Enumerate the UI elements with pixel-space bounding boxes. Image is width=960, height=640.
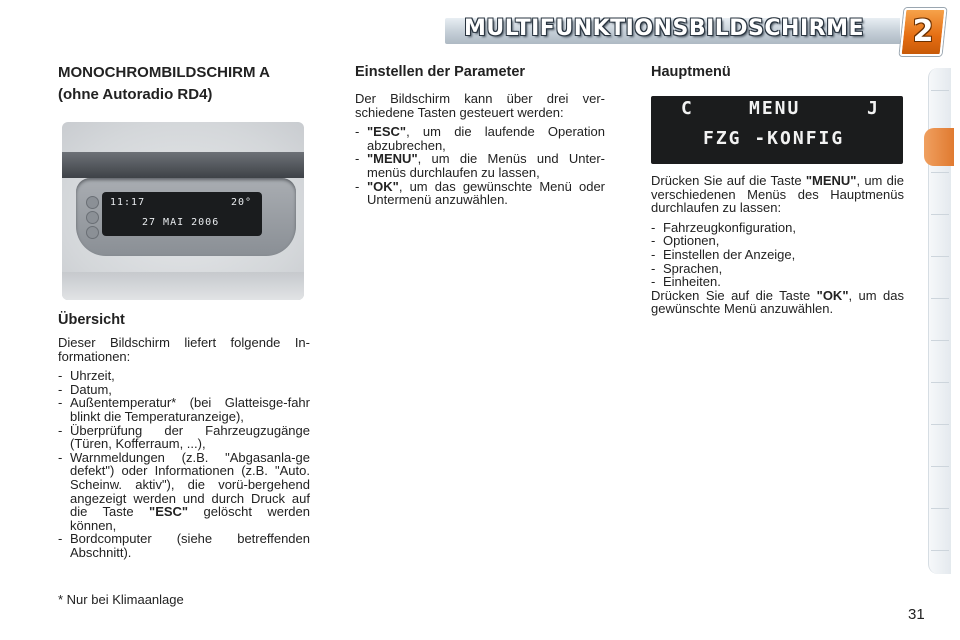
- column-monochrome-display: [58, 62, 310, 560]
- menu-key-label: "MENU": [805, 173, 857, 188]
- list-item: - Außentemperatur* (bei Glatteisge-fahr blinkt die Temperaturanzeige),: [58, 396, 310, 423]
- list-item: - "MENU", um die Menüs und Unter-menüs durchlaufen zu lassen,: [355, 152, 605, 179]
- active-chapter-tab: [924, 128, 954, 166]
- list-item: - Überprüfung der Fahrzeugzugänge (Türen, Kofferraum, ...),: [58, 424, 310, 451]
- list-item: - Uhrzeit,: [58, 369, 310, 383]
- chapter-number: 2: [912, 14, 934, 49]
- section-heading: Einstellen der Parameter: [355, 64, 526, 80]
- ok-key-label: "OK": [816, 287, 849, 303]
- esc-key-label: "ESC": [367, 124, 407, 140]
- footnote: * Nur bei Klimaanlage: [58, 592, 184, 607]
- column-parameter-settings: [355, 62, 605, 207]
- esc-key-label: "ESC": [149, 504, 189, 520]
- section-title: MONOCHROMBILDSCHIRM A: [58, 64, 270, 81]
- list-item: - Bordcomputer (siehe betreffenden Abschnitt).: [58, 532, 310, 559]
- overview-heading: Übersicht: [58, 312, 125, 328]
- key-list: [355, 125, 605, 207]
- list-item: - Einstellen der Anzeige,: [651, 248, 904, 262]
- section-heading: Hauptmenü: [651, 64, 731, 80]
- menu-display-screen: [651, 96, 903, 164]
- column-main-menu: [651, 62, 904, 316]
- lcd-time: 11:17: [110, 197, 146, 208]
- menu-key-label: "MENU": [367, 151, 418, 167]
- lcd-date: 27 MAI 2006: [142, 217, 220, 228]
- list-item: - "ESC", um die laufende Operation abzubrechen,: [355, 125, 605, 152]
- overview-intro: Dieser Bildschirm liefert folgende In-formationen:: [58, 335, 310, 364]
- overview-list: [58, 369, 310, 559]
- screen-right-bracket: J: [867, 98, 880, 119]
- list-item: - Optionen,: [651, 234, 904, 248]
- menu-instruction: Drücken Sie auf die Taste "MENU", um die verschiedenen Menüs des Hauptmenüs durchlaufen zu lassen:: [651, 173, 905, 216]
- screen-left-bracket: C: [681, 98, 694, 119]
- dashboard-display-photo: [62, 122, 304, 300]
- chapter-title: MULTIFUNKTIONSBILDSCHIRME: [463, 16, 864, 41]
- screen-submenu-label: FZG -KONFIG: [703, 128, 845, 149]
- page-number: 31: [908, 606, 925, 623]
- list-item: - Fahrzeugkonfiguration,: [651, 221, 904, 235]
- lcd-temperature: 20°: [230, 197, 252, 208]
- ok-instruction: Drücken Sie auf die Taste "OK", um das gewünschte Menü anzuwählen.: [651, 287, 904, 317]
- list-item: - Datum,: [58, 383, 310, 397]
- main-menu-list: [651, 221, 904, 289]
- lcd-screen: [102, 192, 262, 236]
- chapter-badge: [899, 8, 946, 56]
- page-header: [0, 0, 960, 56]
- list-item: - Warnmeldungen (z.B. "Abgasanla-ge defekt") oder Informationen (z.B. "Auto. Scheinw. aktiv"), die vorü-bergehend angezeigt werden und durch Druck auf die Taste "ESC" gelöscht werden können,: [58, 451, 310, 533]
- section-subtitle: (ohne Autoradio RD4): [58, 86, 213, 103]
- list-item: - Sprachen,: [651, 262, 904, 276]
- settings-intro: Der Bildschirm kann über drei ver-schiedene Tasten gesteuert werden:: [355, 91, 605, 120]
- list-item: - "OK", um das gewünschte Menü oder Untermenü anzuwählen.: [355, 180, 605, 207]
- list-item: - Einheiten.: [651, 275, 904, 289]
- display-buttons: [86, 196, 98, 241]
- screen-menu-label: MENU: [749, 98, 801, 119]
- ok-key-label: "OK": [367, 178, 399, 194]
